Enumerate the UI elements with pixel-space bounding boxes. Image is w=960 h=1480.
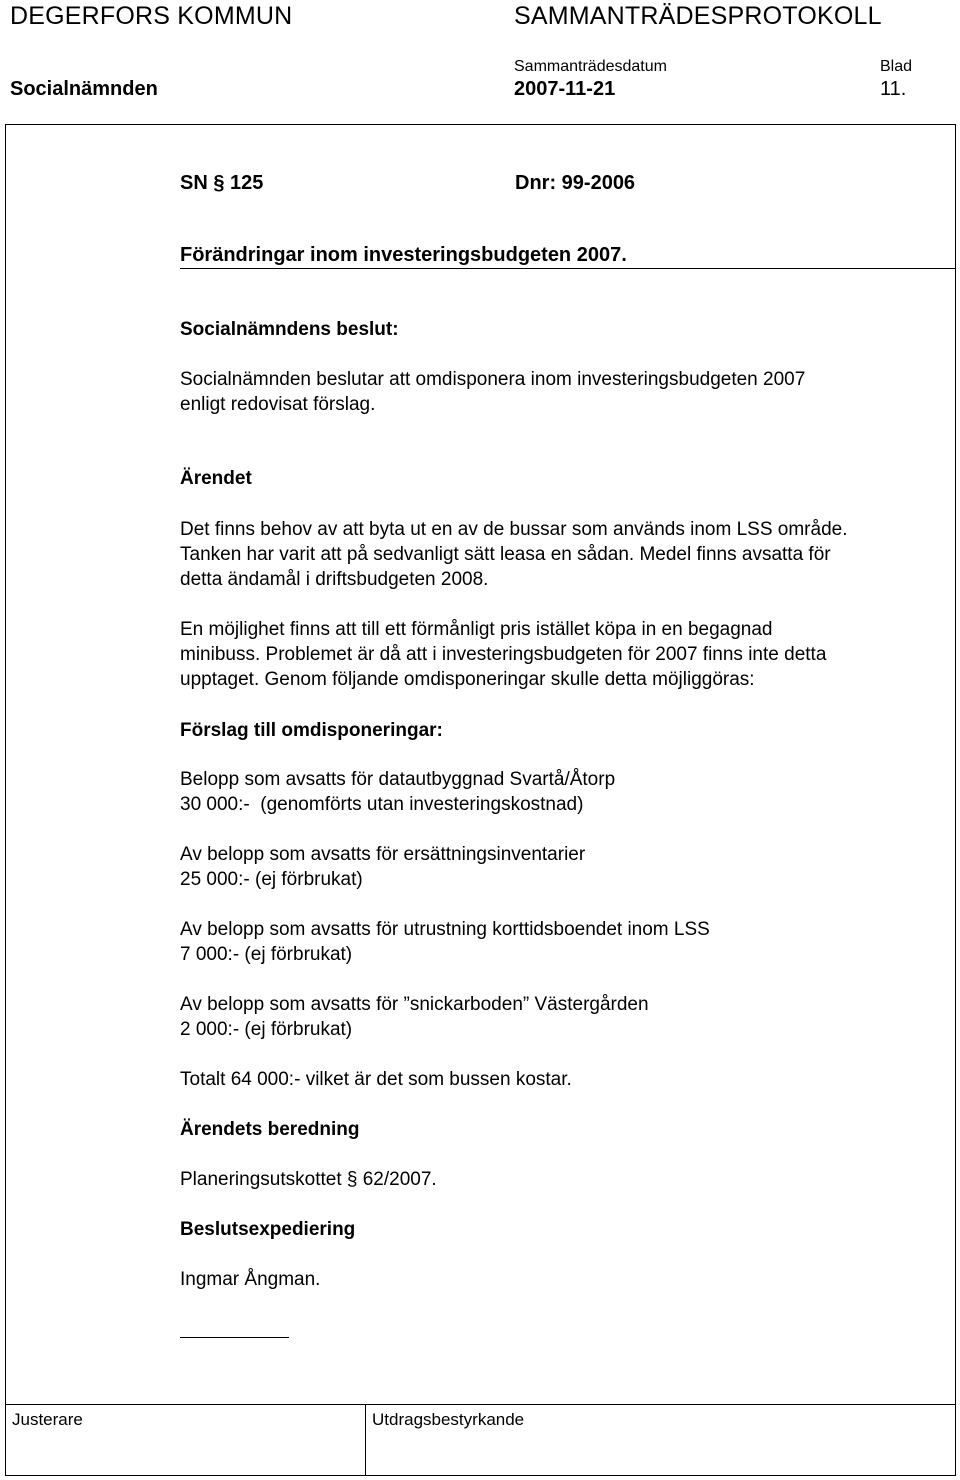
proposal-item-4-description: Av belopp som avsatts för ”snickarboden” Västergården <box>180 994 649 1015</box>
case-dnr: Dnr: 99-2006 <box>515 172 636 194</box>
proposal-item-4-amount: 2 000:- (ej förbrukat) <box>180 1019 353 1040</box>
page-label: Blad <box>880 58 913 75</box>
footer-divider <box>5 1404 956 1405</box>
matter-p1-line-1: Det finns behov av att byta ut en av de bussar som används inom LSS område. <box>180 519 848 540</box>
matter-p1-line-2: Tanken har varit att på sedvanligt sätt leasa en sådan. Medel finns avsatta för <box>180 544 831 565</box>
matter-p2-line-1: En möjlighet finns att till ett förmånligt pris istället köpa in en begagnad <box>180 619 773 640</box>
proposal-item-1-description: Belopp som avsatts för datautbyggnad Svartå/Åtorp <box>180 769 616 790</box>
meeting-date: 2007-11-21 <box>514 78 616 100</box>
matter-p2-line-2: minibuss. Problemet är då att i investeringsbudgeten för 2007 finns inte detta <box>180 644 827 665</box>
proposal-total: Totalt 64 000:- vilket är det som bussen kostar. <box>180 1069 572 1090</box>
footer-utdragsbestyrkande-label: Utdragsbestyrkande <box>372 1410 525 1429</box>
proposal-item-1-amount: 30 000:- (genomförts utan investeringskostnad) <box>180 794 584 815</box>
decision-heading: Socialnämndens beslut: <box>180 319 399 340</box>
title-underline <box>180 268 956 269</box>
footer-column-divider <box>365 1404 366 1476</box>
footer-justerare-label: Justerare <box>12 1410 83 1429</box>
decision-line-1: Socialnämnden beslutar att omdisponera inom investeringsbudgeten 2007 <box>180 369 806 390</box>
document-type: SAMMANTRÄDESPROTOKOLL <box>514 2 882 30</box>
case-number: SN § 125 <box>180 172 264 194</box>
committee-name: Socialnämnden <box>10 78 158 100</box>
matter-p2-line-3: upptaget. Genom följande omdisponeringar skulle detta möjliggöras: <box>180 669 755 690</box>
dispatch-recipient: Ingmar Ångman. <box>180 1269 321 1290</box>
end-rule <box>180 1337 289 1338</box>
date-label: Sammanträdesdatum <box>514 58 667 75</box>
proposal-item-2-amount: 25 000:- (ej förbrukat) <box>180 869 363 890</box>
proposal-item-2-description: Av belopp som avsatts för ersättningsinventarier <box>180 844 586 865</box>
matter-heading: Ärendet <box>180 468 252 489</box>
case-title: Förändringar inom investeringsbudgeten 2007. <box>180 244 627 266</box>
dispatch-heading: Beslutsexpediering <box>180 1219 356 1240</box>
proposal-item-3-amount: 7 000:- (ej förbrukat) <box>180 944 353 965</box>
organization-name: DEGERFORS KOMMUN <box>10 2 293 30</box>
matter-p1-line-3: detta ändamål i driftsbudgeten 2008. <box>180 569 489 590</box>
page-number: 11. <box>880 78 907 100</box>
proposal-heading: Förslag till omdisponeringar: <box>180 720 443 741</box>
decision-line-2: enligt redovisat förslag. <box>180 394 376 415</box>
preparation-text: Planeringsutskottet § 62/2007. <box>180 1169 437 1190</box>
proposal-item-3-description: Av belopp som avsatts för utrustning korttidsboendet inom LSS <box>180 919 710 940</box>
preparation-heading: Ärendets beredning <box>180 1119 360 1140</box>
